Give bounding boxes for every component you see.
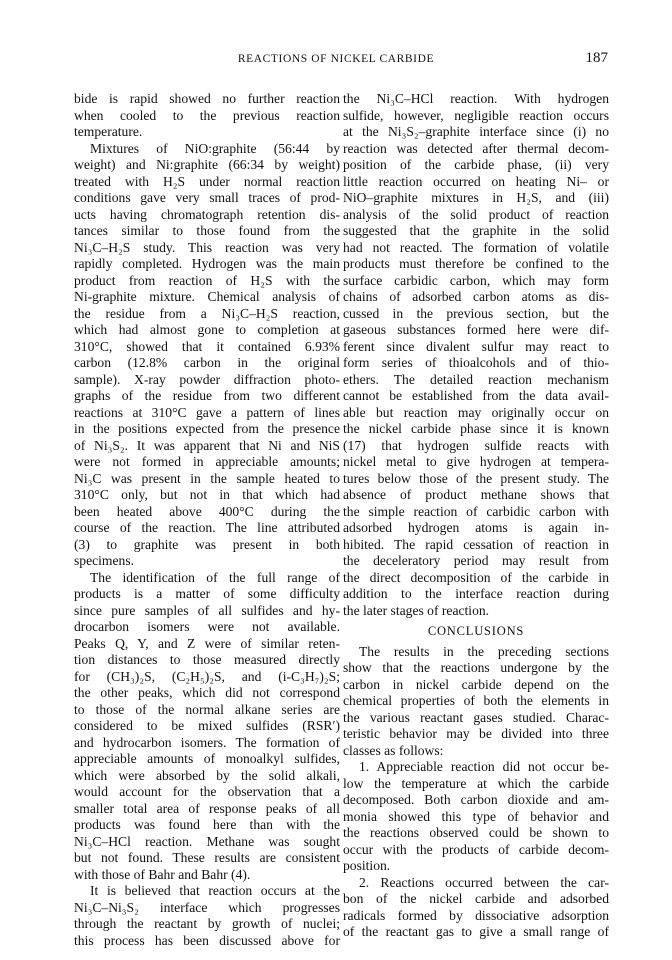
text-line: NiO–graphite mixtures in H₂S, and (iii) xyxy=(343,190,609,205)
text-line: product from reaction of H₂S with the xyxy=(74,272,340,288)
text-line: Peaks Q, Y, and Z were of similar reten- xyxy=(74,635,340,651)
text-line: occur with the products of carbide decom- xyxy=(343,841,609,857)
text-line: the direct decomposition of the carbide in xyxy=(343,569,609,585)
page-header xyxy=(0,50,672,72)
text-line: carbon (12.8% carbon in the original xyxy=(74,355,340,370)
text-line: tion distances to those measured directly xyxy=(74,652,340,667)
text-line: Ni₃C–Ni₃S₂ interface which progresses xyxy=(74,899,340,915)
text-line: little reaction occurred on heating Ni– or xyxy=(343,173,609,189)
text-line: course of the reaction. The line attributed xyxy=(74,520,340,535)
text-line: of the reactant gas to give a small range of xyxy=(343,924,609,939)
text-line: would account for the observation that a xyxy=(74,784,340,799)
text-line: low the temperature at which the carbide xyxy=(343,775,609,791)
text-line: which had almost gone to completion at xyxy=(74,322,340,337)
text-line: to those of the normal alkane series are xyxy=(74,701,340,717)
text-line: smaller total area of response peaks of all xyxy=(74,800,340,816)
section-heading: CONCLUSIONS xyxy=(427,624,525,638)
text-line: decomposed. Both carbon dioxide and am- xyxy=(343,792,609,807)
text-line: since pure samples of all sulfides and hy- xyxy=(74,602,340,618)
text-line: the Ni₃C–HCl reaction. With hydrogen xyxy=(343,91,609,106)
text-line: treated with H₂S under normal reaction xyxy=(74,173,340,189)
text-line: ethers. The detailed reaction mechanism xyxy=(343,371,609,387)
text-line: for (CH₃)₂S, (C₂H₅)₂S, and (i-C₃H₇)₂S; xyxy=(74,668,340,684)
text-line: cannot be established from the data avail- xyxy=(343,388,609,403)
text-line: but not found. These results are consistent xyxy=(74,850,340,865)
text-line: gaseous substances formed here were dif- xyxy=(343,322,609,337)
text-line: products must therefore be confined to the xyxy=(343,256,609,271)
text-line: appreciable amounts of monoalkyl sulfides, xyxy=(74,751,340,766)
page-number: 187 xyxy=(585,50,608,66)
text-line: which were absorbed by the solid alkali, xyxy=(74,767,340,783)
text-line: when cooled to the previous reaction xyxy=(74,107,340,123)
text-line: monia showed this type of behavior and xyxy=(343,808,609,824)
text-line: reactions at 310°C gave a pattern of lines xyxy=(74,404,340,420)
text-line: in the positions expected from the presence xyxy=(74,421,340,436)
text-line: the other peaks, which did not correspond xyxy=(74,685,340,700)
text-line: tances similar to those found from the xyxy=(74,223,340,238)
text-line: sample). X-ray powder diffraction photo- xyxy=(74,371,340,387)
text-line: Ni₃C was present in the sample heated to xyxy=(74,470,340,486)
text-line: (3) to graphite was present in both xyxy=(74,536,340,552)
text-line: nickel metal to give hydrogen at tempera- xyxy=(343,454,609,469)
text-line: hibited. The rapid cessation of reaction in xyxy=(343,536,609,552)
text-line: ucts having chromatograph retention dis- xyxy=(74,206,340,222)
text-line: conditions gave very small traces of prod- xyxy=(74,190,340,205)
text-line: The identification of the full range of xyxy=(90,569,340,585)
text-line: the later stages of reaction. xyxy=(343,602,490,618)
text-line: the deceleratory period may result from xyxy=(343,553,609,568)
text-line: (17) that hydrogen sulfide reacts with xyxy=(343,437,609,453)
text-line: products is a matter of some difficulty xyxy=(74,586,340,601)
text-line: classes as follows: xyxy=(343,742,444,758)
text-line: Ni₃C–HCl reaction. Methane was sought xyxy=(74,833,340,849)
text-line: the nickel carbide phase since it is known xyxy=(343,421,609,436)
text-line: show that the reactions undergone by the xyxy=(343,660,609,675)
text-line: tures below those of the present study. The xyxy=(343,470,609,486)
text-line: through the reactant by growth of nuclei; xyxy=(74,916,340,931)
text-line: rapidly completed. Hydrogen was the main xyxy=(74,256,340,271)
text-line: been heated above 400°C during the xyxy=(74,503,340,519)
text-line: analysis of the solid product of reaction xyxy=(343,206,609,222)
text-line: weight) and Ni:graphite (66:34 by weight) xyxy=(74,157,340,172)
text-line: Mixtures of NiO:graphite (56:44 by xyxy=(90,140,340,156)
text-line: the residue from a Ni₃C–H₂S reaction, xyxy=(74,305,340,321)
text-line: carbon in nickel carbide depend on the xyxy=(343,676,609,692)
text-line: bon of the nickel carbide and adsorbed xyxy=(343,891,609,906)
text-line: reaction was detected after thermal decom- xyxy=(343,140,609,156)
text-line: form series of thioalcohols and of thio- xyxy=(343,355,609,370)
text-line: Ni₃C–H₂S study. This reaction was very xyxy=(74,239,340,255)
text-line: 310°C only, but not in that which had xyxy=(74,487,340,502)
text-line: 1. Appreciable reaction did not occur be- xyxy=(359,759,609,774)
text-line: considered to be mixed sulfides (RSR′) xyxy=(74,718,340,733)
text-line: bide is rapid showed no further reaction xyxy=(74,91,340,106)
text-line: of Ni₃S₂. It was apparent that Ni and NiS xyxy=(74,437,340,453)
text-line: 310°C, showed that it contained 6.93% xyxy=(74,338,340,354)
running-title: REACTIONS OF NICKEL CARBIDE xyxy=(237,53,435,65)
left-text-column xyxy=(74,91,340,949)
text-line: chains of adsorbed carbon atoms as dis- xyxy=(343,289,609,304)
text-line: cussed in the previous section, but the xyxy=(343,305,609,321)
text-line: temperature. xyxy=(74,124,143,139)
text-line: were not formed in appreciable amounts; xyxy=(74,454,340,469)
text-line: Ni-graphite mixture. Chemical analysis of xyxy=(74,289,340,304)
text-line: with those of Bahr and Bahr (4). xyxy=(74,866,251,882)
text-line: position of the carbide phase, (ii) very xyxy=(343,157,609,172)
text-line: products was found here than with the xyxy=(74,817,340,832)
text-line: this process has been discussed above for xyxy=(74,932,340,948)
text-line: teristic behavior may be divided into three xyxy=(343,726,609,741)
text-line: position. xyxy=(343,858,391,873)
text-line: the reactions observed could be shown to xyxy=(343,825,609,840)
text-line: ferent since divalent sulfur may react to xyxy=(343,338,609,354)
text-line: at the Ni₃S₂–graphite interface since (i) no xyxy=(343,124,609,139)
text-line: The results in the preceding sections xyxy=(359,643,609,659)
text-line: radicals formed by dissociative adsorption xyxy=(343,907,609,923)
text-line: and hydrocarbon isomers. The formation of xyxy=(74,734,340,750)
text-line: sulfide, however, negligible reaction occurs xyxy=(343,107,609,123)
text-line: able but reaction may originally occur on xyxy=(343,404,609,420)
text-line: drocarbon isomers were not available. xyxy=(74,619,340,634)
text-line: the simple reaction of carbidic carbon with xyxy=(343,503,609,519)
text-line: chemical properties of both the elements in xyxy=(343,693,609,708)
text-line: specimens. xyxy=(74,553,135,568)
text-line: had not reacted. The formation of volatile xyxy=(343,239,609,255)
text-line: surface carbidic carbon, which may form xyxy=(343,272,609,288)
right-text-column xyxy=(343,91,609,941)
text-line: absence of product methane shows that xyxy=(343,487,609,502)
text-line: addition to the interface reaction during xyxy=(343,586,609,601)
text-line: suggested that the graphite in the solid xyxy=(343,223,609,238)
text-line: adsorbed hydrogen atoms is again in- xyxy=(343,520,609,535)
text-line: 2. Reactions occurred between the car- xyxy=(359,874,609,890)
text-line: It is believed that reaction occurs at the xyxy=(90,883,340,898)
text-line: graphs of the residue from two different xyxy=(74,388,340,403)
text-line: the various reactant gases studied. Charac- xyxy=(343,709,609,725)
